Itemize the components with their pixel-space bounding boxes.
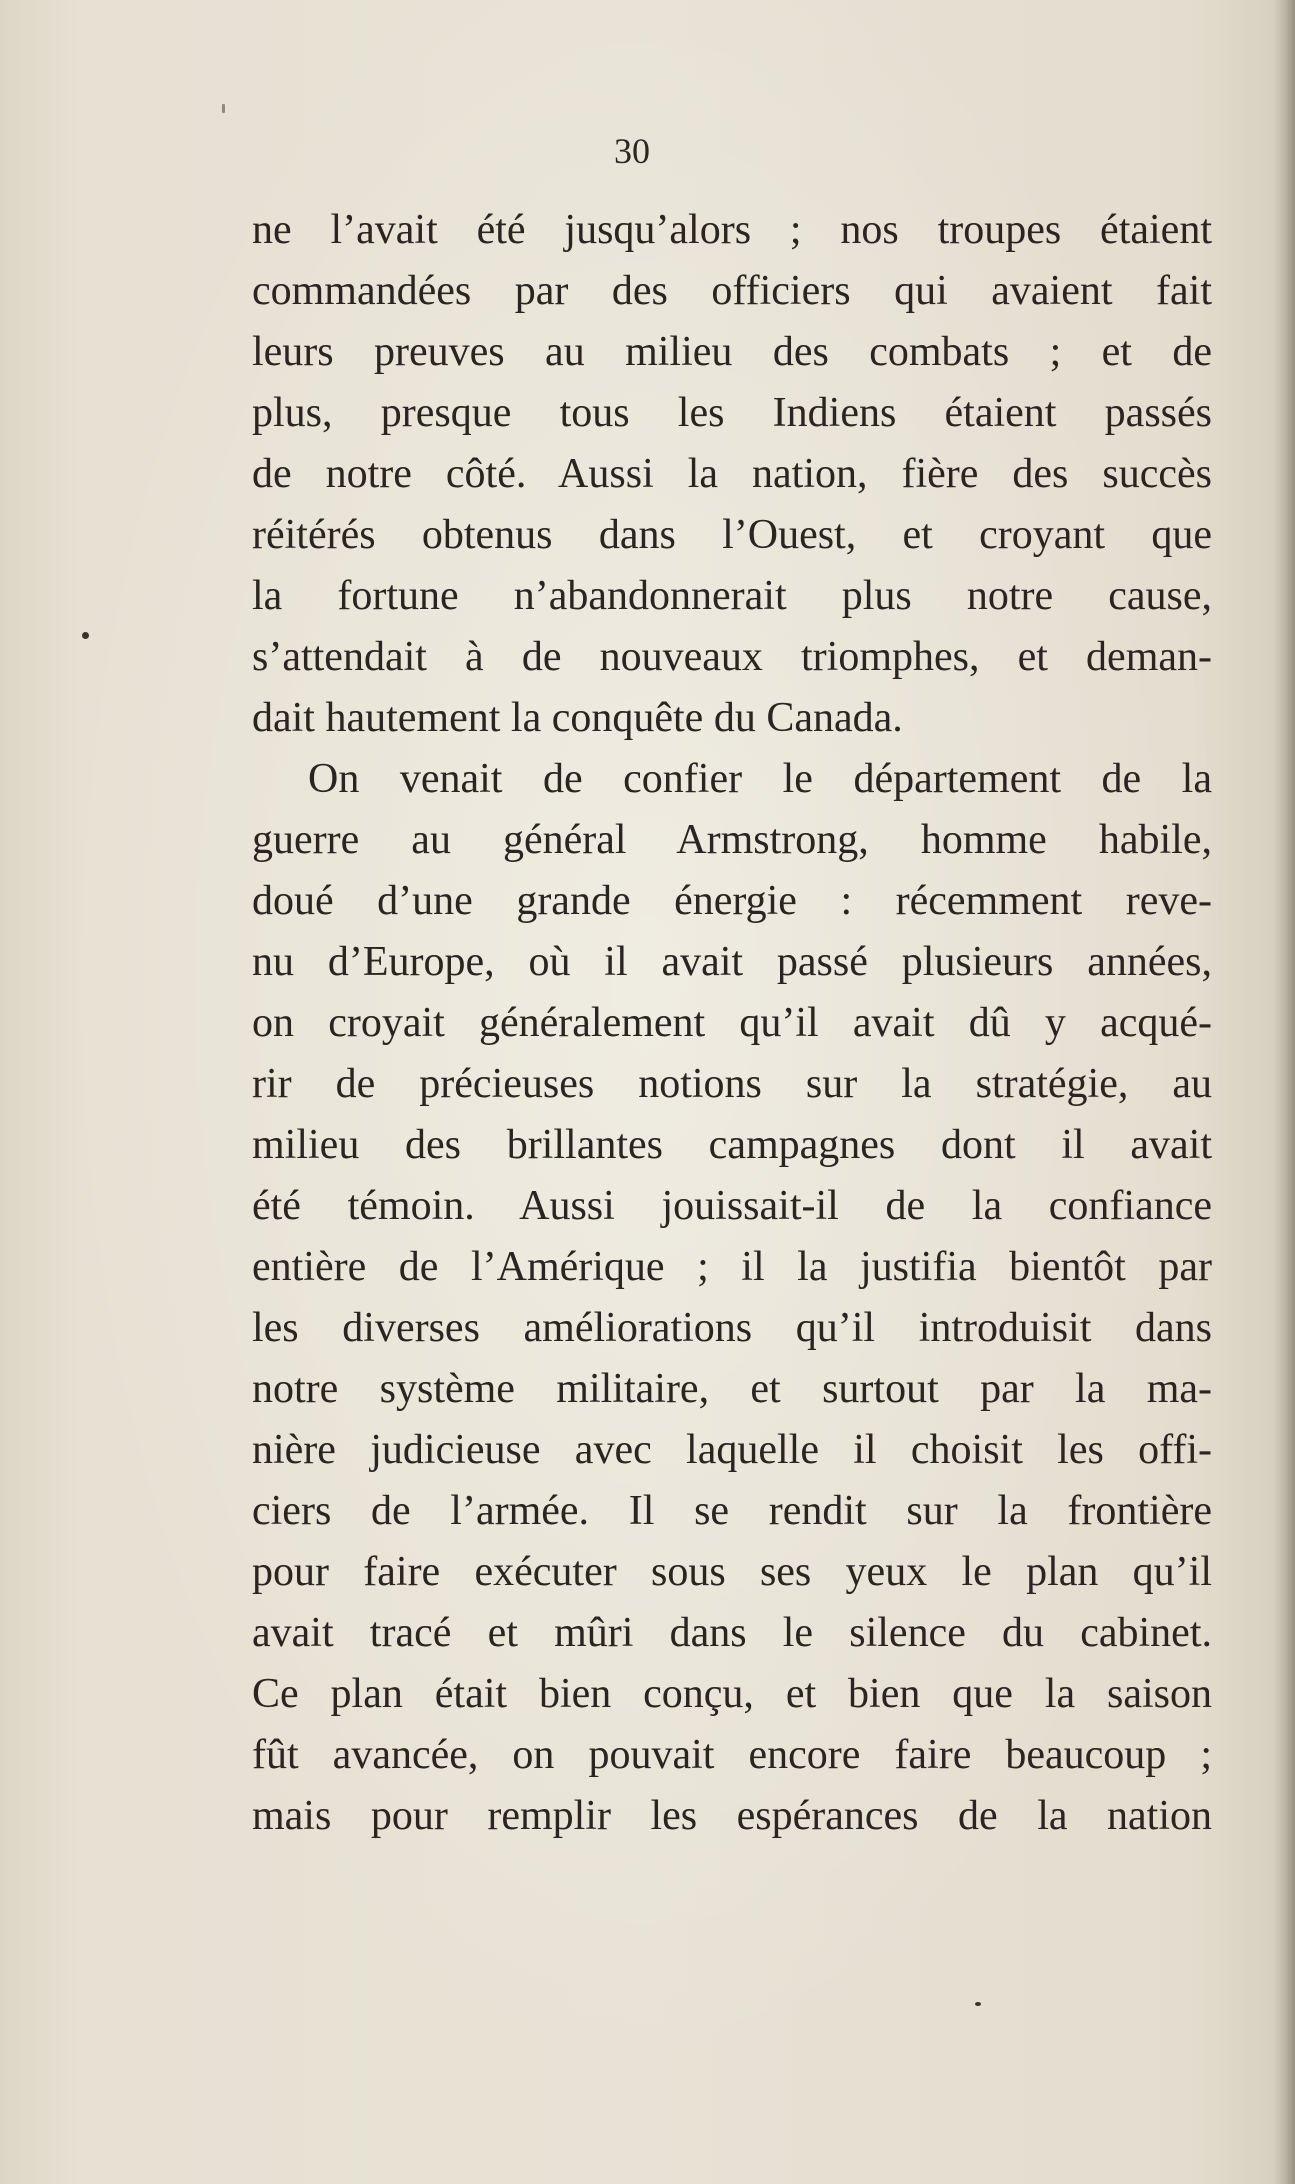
text-line: entière de l’Amérique ; il la justifia bientôt par <box>252 1244 1212 1290</box>
text-line: mais pour remplir les espérances de la nation <box>252 1793 1212 1839</box>
text-line: fût avancée, on pouvait encore faire beaucoup ; <box>252 1732 1212 1778</box>
text-line: nière judicieuse avec laquelle il choisit les offi- <box>252 1427 1212 1473</box>
text-line: s’attendait à de nouveaux triomphes, et deman- <box>252 634 1212 680</box>
text-line: commandées par des officiers qui avaient fait <box>252 268 1212 314</box>
text-line: Ce plan était bien conçu, et bien que la saison <box>252 1671 1212 1717</box>
text-line: la fortune n’abandonnerait plus notre cause, <box>252 573 1212 619</box>
paper-speck <box>975 2002 981 2006</box>
text-line: on croyait généralement qu’il avait dû y acqué- <box>252 1000 1212 1046</box>
text-line: milieu des brillantes campagnes dont il avait <box>252 1122 1212 1168</box>
text-line: guerre au général Armstrong, homme habile, <box>252 817 1212 863</box>
paragraph-end-line: dait hautement la conquête du Canada. <box>252 695 903 741</box>
text-line: plus, presque tous les Indiens étaient passés <box>252 390 1212 436</box>
paper-speck <box>222 104 225 113</box>
text-line: leurs preuves au milieu des combats ; et de <box>252 329 1212 375</box>
text-line: les diverses améliorations qu’il introduisit dans <box>252 1305 1212 1351</box>
text-line: rir de précieuses notions sur la stratégie, au <box>252 1061 1212 1107</box>
text-line: notre système militaire, et surtout par la ma- <box>252 1366 1212 1412</box>
body-text <box>252 200 1212 1847</box>
text-line: doué d’une grande énergie : récemment reve- <box>252 878 1212 924</box>
paper-speck <box>82 632 89 639</box>
text-line: réitérés obtenus dans l’Ouest, et croyant que <box>252 512 1212 558</box>
paragraph-start-line: On venait de confier le département de la <box>308 756 1212 802</box>
page-number: 30 <box>614 131 650 171</box>
text-line: ne l’avait été jusqu’alors ; nos troupes étaient <box>252 207 1212 253</box>
text-line: ciers de l’armée. Il se rendit sur la frontière <box>252 1488 1212 1534</box>
text-line: avait tracé et mûri dans le silence du cabinet. <box>252 1610 1212 1656</box>
text-line: nu d’Europe, où il avait passé plusieurs années, <box>252 939 1212 985</box>
text-line: été témoin. Aussi jouissait-il de la confiance <box>252 1183 1212 1229</box>
text-line: de notre côté. Aussi la nation, fière des succès <box>252 451 1212 497</box>
page-edge-shadow <box>1273 0 1295 2184</box>
text-line: pour faire exécuter sous ses yeux le plan qu’il <box>252 1549 1212 1595</box>
